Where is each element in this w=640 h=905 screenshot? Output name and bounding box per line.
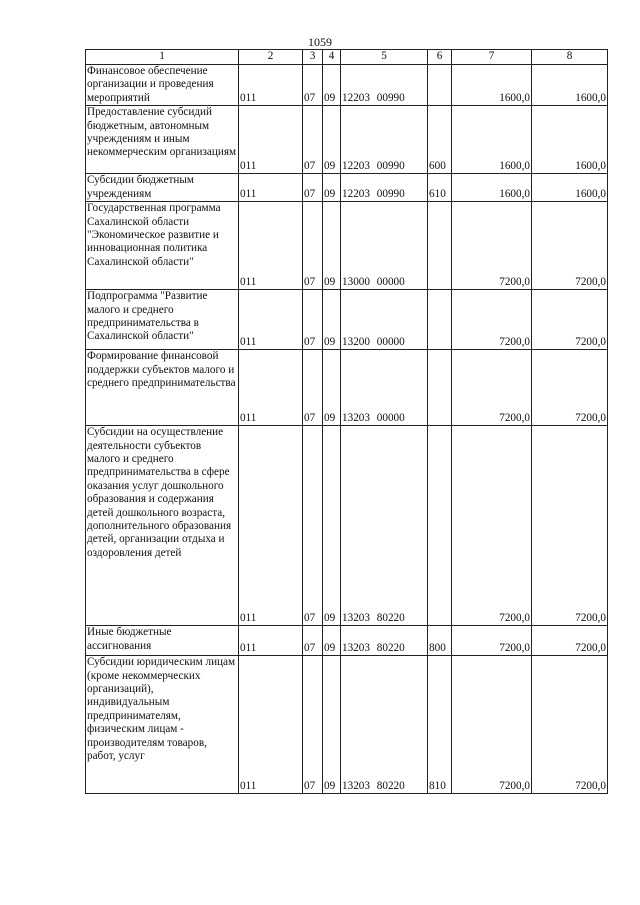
row-expense-type: 810 [428,656,452,794]
row-amount-7: 7200,0 [452,350,532,426]
row-subsection: 09 [323,290,341,350]
row-expense-type: 610 [428,174,452,202]
row-name: Субсидии на осуществление деятельности субъектов малого и среднего предпринимательства в сфере оказания услуг дошкольного образования и содержания детей дошкольного возраста, дополнительного образования детей, организации отдыха и оздоровления детей [86,426,239,626]
row-name: Субсидии бюджетным учреждениям [86,174,239,202]
header-col-4: 4 [323,50,341,65]
header-row [86,50,608,65]
row-subsection: 09 [323,426,341,626]
table-row [86,202,608,290]
table-row [86,174,608,202]
row-amount-8: 1600,0 [532,106,608,174]
row-name: Субсидии юридическим лицам (кроме некоммерческих организаций), индивидуальным предпринимателям, физическим лицам - производителям товаров, работ, услуг [86,656,239,794]
row-expense-type [428,202,452,290]
row-ministry: 011 [239,106,303,174]
header-col-3: 3 [303,50,323,65]
row-amount-7: 7200,0 [452,202,532,290]
row-amount-8: 7200,0 [532,350,608,426]
row-ministry: 011 [239,202,303,290]
row-amount-8: 1600,0 [532,65,608,106]
row-amount-8: 7200,0 [532,626,608,656]
row-ministry: 011 [239,65,303,106]
header-col-8: 8 [532,50,608,65]
row-expense-type: 600 [428,106,452,174]
row-target: 13000 00000 [341,202,428,290]
row-amount-7: 7200,0 [452,290,532,350]
row-amount-8: 7200,0 [532,426,608,626]
row-subsection: 09 [323,202,341,290]
table-row [86,626,608,656]
row-subsection: 09 [323,350,341,426]
row-name: Иные бюджетные ассигнования [86,626,239,656]
row-amount-7: 7200,0 [452,626,532,656]
row-amount-7: 1600,0 [452,106,532,174]
row-amount-7: 7200,0 [452,426,532,626]
row-section: 07 [303,656,323,794]
row-ministry: 011 [239,426,303,626]
row-amount-7: 7200,0 [452,656,532,794]
row-subsection: 09 [323,626,341,656]
row-name: Государственная программа Сахалинской области "Экономическое развитие и инновационная политика Сахалинской области" [86,202,239,290]
row-amount-7: 1600,0 [452,65,532,106]
table-row [86,65,608,106]
row-section: 07 [303,350,323,426]
budget-table [85,49,608,794]
row-subsection: 09 [323,656,341,794]
row-target: 13200 00000 [341,290,428,350]
row-section: 07 [303,426,323,626]
row-name: Финансовое обеспечение организации и проведения мероприятий [86,65,239,106]
row-expense-type [428,65,452,106]
table-row [86,290,608,350]
row-target: 12203 00990 [341,65,428,106]
row-target: 12203 00990 [341,174,428,202]
row-section: 07 [303,174,323,202]
row-amount-8: 7200,0 [532,202,608,290]
row-subsection: 09 [323,174,341,202]
header-col-7: 7 [452,50,532,65]
row-target: 12203 00990 [341,106,428,174]
row-amount-8: 7200,0 [532,290,608,350]
row-section: 07 [303,65,323,106]
row-section: 07 [303,106,323,174]
row-expense-type [428,350,452,426]
row-expense-type: 800 [428,626,452,656]
row-target: 13203 80220 [341,426,428,626]
row-ministry: 011 [239,626,303,656]
table-row [86,350,608,426]
row-ministry: 011 [239,174,303,202]
header-col-6: 6 [428,50,452,65]
row-ministry: 011 [239,656,303,794]
row-ministry: 011 [239,290,303,350]
header-col-5: 5 [341,50,428,65]
row-expense-type [428,426,452,626]
row-section: 07 [303,626,323,656]
row-section: 07 [303,202,323,290]
row-target: 13203 00000 [341,350,428,426]
row-target: 13203 80220 [341,656,428,794]
header-col-2: 2 [239,50,303,65]
table-row [86,656,608,794]
table-row [86,426,608,626]
row-name: Формирование финансовой поддержки субъектов малого и среднего предпринимательства [86,350,239,426]
row-target: 13203 80220 [341,626,428,656]
table-row [86,106,608,174]
header-col-1: 1 [86,50,239,65]
row-name: Подпрограмма "Развитие малого и среднего предпринимательства в Сахалинской области" [86,290,239,350]
row-section: 07 [303,290,323,350]
row-ministry: 011 [239,350,303,426]
row-name: Предоставление субсидий бюджетным, автономным учреждениям и иным некоммерческим организациям [86,106,239,174]
row-subsection: 09 [323,106,341,174]
row-amount-8: 1600,0 [532,174,608,202]
row-subsection: 09 [323,65,341,106]
page-number: 1059 [308,35,332,49]
row-expense-type [428,290,452,350]
row-amount-7: 1600,0 [452,174,532,202]
row-amount-8: 7200,0 [532,656,608,794]
